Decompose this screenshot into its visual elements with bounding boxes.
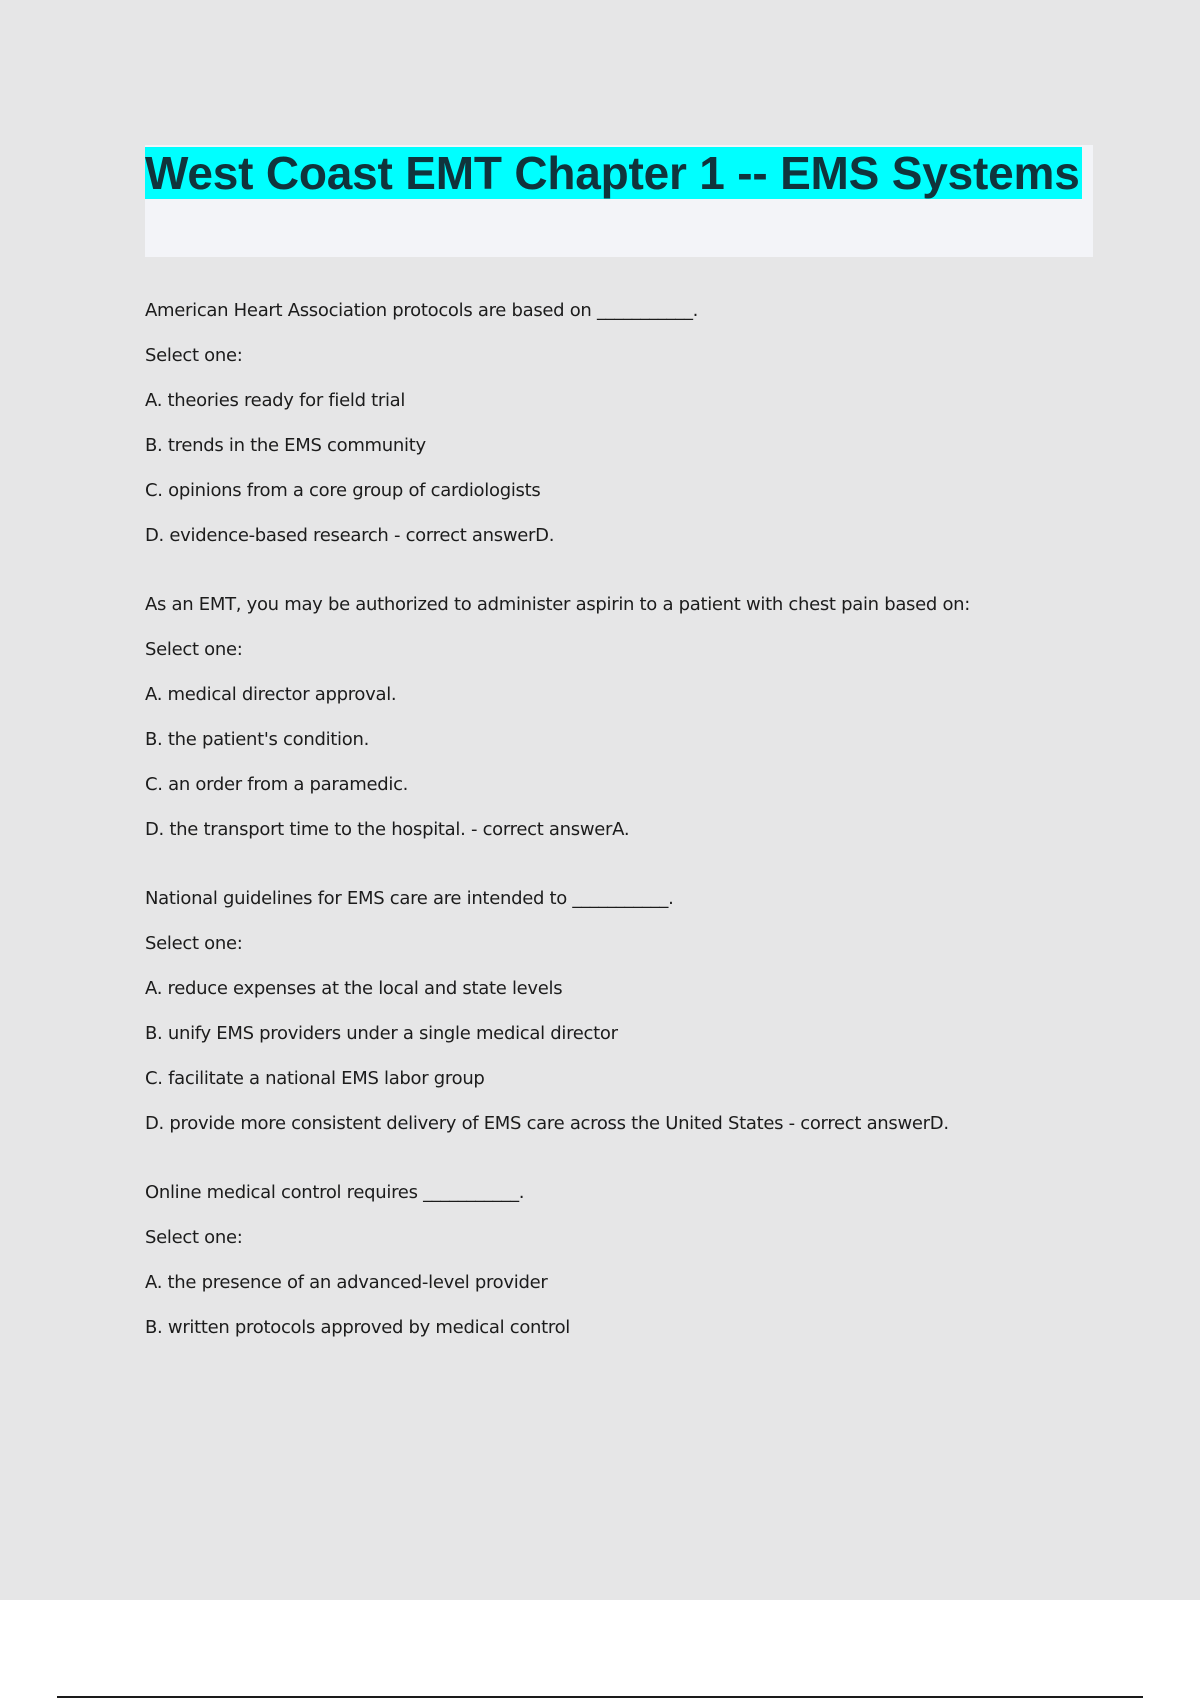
question-stem: Online medical control requires ___________.: [145, 1182, 525, 1203]
select-prompt: Select one:: [145, 639, 243, 660]
select-prompt: Select one:: [145, 933, 243, 954]
question-stem: National guidelines for EMS care are intended to ___________.: [145, 888, 674, 909]
question-3: [145, 888, 1105, 1135]
question-4: [145, 1182, 1105, 1339]
answer-option-b: B. written protocols approved by medical control: [145, 1317, 571, 1338]
document-title-text: West Coast EMT Chapter 1 -- EMS Systems: [145, 147, 1080, 199]
answer-option-a: A. theories ready for field trial: [145, 390, 406, 411]
answer-option-b: B. unify EMS providers under a single medical director: [145, 1023, 618, 1044]
answer-option-a: A. reduce expenses at the local and state levels: [145, 978, 563, 999]
document-title: [145, 145, 1093, 201]
answer-option-d: D. provide more consistent delivery of EMS care across the United States - correct answerD.: [145, 1113, 949, 1134]
question-2: [145, 594, 1105, 841]
footer-divider: [57, 1696, 1143, 1698]
answer-option-c: C. opinions from a core group of cardiologists: [145, 480, 541, 501]
question-stem: As an EMT, you may be authorized to administer aspirin to a patient with chest pain based on:: [145, 594, 971, 615]
answer-option-b: B. trends in the EMS community: [145, 435, 426, 456]
select-prompt: Select one:: [145, 1227, 243, 1248]
answer-option-c: C. an order from a paramedic.: [145, 774, 409, 795]
answer-option-a: A. medical director approval.: [145, 684, 397, 705]
title-block: [145, 145, 1093, 257]
answer-option-c: C. facilitate a national EMS labor group: [145, 1068, 485, 1089]
answer-option-d: D. evidence-based research - correct answerD.: [145, 525, 555, 546]
question-list: [145, 300, 1105, 1386]
answer-option-d: D. the transport time to the hospital. - correct answerA.: [145, 819, 630, 840]
answer-option-b: B. the patient's condition.: [145, 729, 370, 750]
answer-option-a: A. the presence of an advanced-level provider: [145, 1272, 548, 1293]
question-stem: American Heart Association protocols are based on ___________.: [145, 300, 699, 321]
select-prompt: Select one:: [145, 345, 243, 366]
question-1: [145, 300, 1105, 547]
